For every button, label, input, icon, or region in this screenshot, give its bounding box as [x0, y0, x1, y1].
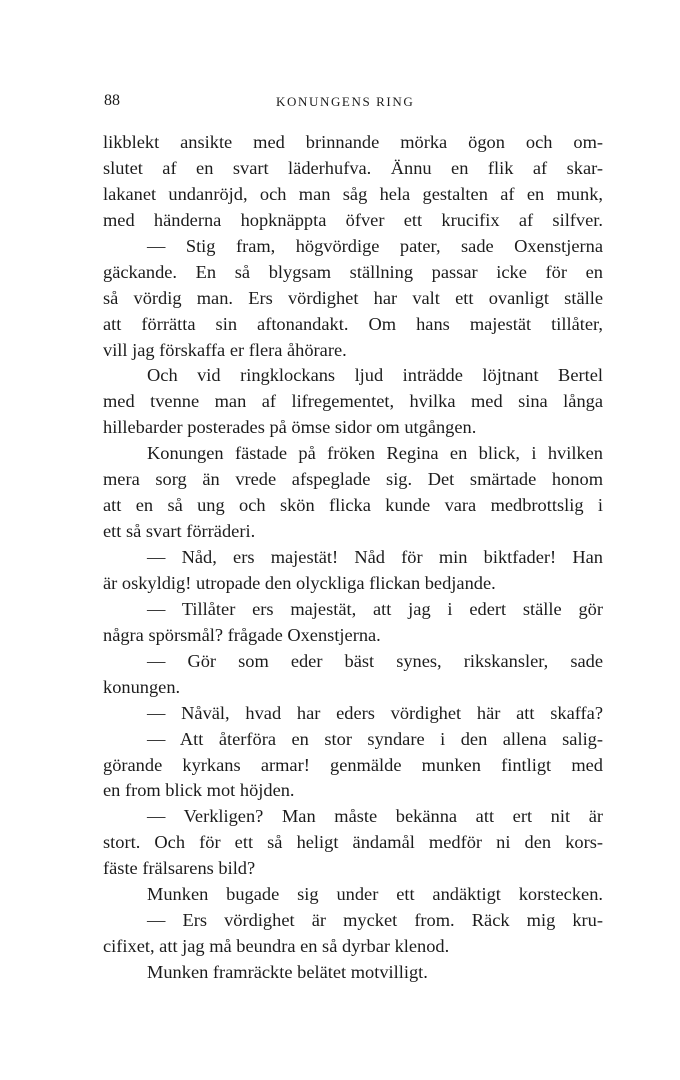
text-line: — Nåväl, hvad har eders vördighet här att skaffa? [147, 702, 603, 723]
text-line: — Ers vördighet är mycket from. Räck mig kru- [147, 910, 603, 931]
text-line: är oskyldig! utropade den olyckliga flickan bedjande. [103, 572, 496, 593]
text-line: så vördig man. Ers vördighet har valt ett ovanligt ställe [103, 287, 603, 308]
text-line: Munken bugade sig under ett andäktigt korstecken. [147, 884, 603, 905]
text-line: Munken framräckte belätet motvilligt. [147, 962, 428, 982]
text-line: konungen. [103, 676, 181, 697]
text-line: en from blick mot höjden. [103, 780, 295, 801]
text-line: mera sorg än vrede afspeglade sig. Det smärtade honom [103, 469, 603, 490]
text-line: — Verkligen? Man måste bekänna att ert nit är [147, 806, 603, 827]
text-line: vill jag förskaffa er flera åhörare. [103, 339, 347, 360]
text-line: fäste frälsarens bild? [103, 858, 256, 879]
text-line: hillebarder posterades på ömse sidor om utgången. [103, 417, 477, 438]
text-line: ett så svart förräderi. [103, 521, 256, 542]
text-line: — Tillåter ers majestät, att jag i edert ställe gör [147, 598, 603, 619]
running-title: KONUNGENS RING [276, 94, 415, 109]
text-line: några spörsmål? frågade Oxenstjerna. [103, 624, 381, 645]
text-line: likblekt ansikte med brinnande mörka ögon och om- [103, 132, 603, 152]
text-line: att en så ung och skön flicka kunde vara medbrottslig i [103, 495, 603, 516]
text-line: med tvenne man af lifregementet, hvilka med sina långa [103, 391, 603, 412]
page-number: 88 [104, 92, 120, 109]
text-line: att förrätta sin aftonandakt. Om hans majestät tillåter, [103, 313, 603, 334]
text-line: slutet af en svart läderhufva. Ännu en flik af skar- [103, 157, 603, 178]
text-line: Och vid ringklockans ljud inträdde löjtnant Bertel [147, 365, 603, 386]
text-line: lakanet undanröjd, och man såg hela gestalten af en munk, [103, 183, 603, 204]
page-header [103, 92, 603, 122]
text-line: gäckande. En så blygsam ställning passar icke för en [103, 261, 603, 282]
text-line: Konungen fästade på fröken Regina en blick, i hvilken [147, 443, 603, 464]
text-line: — Nåd, ers majestät! Nåd för min biktfader! Han [147, 547, 603, 567]
text-line: stort. Och för ett så heligt ändamål medför ni den kors- [103, 832, 603, 853]
text-line: med händerna hopknäppta öfver ett krucifix af silfver. [103, 209, 603, 230]
text-line: — Att återföra en stor syndare i den allena salig- [147, 728, 603, 749]
book-page [103, 92, 603, 986]
text-line: — Stig fram, högvördige pater, sade Oxenstjerna [147, 235, 603, 256]
text-line: cifixet, att jag må beundra en så dyrbar klenod. [103, 936, 450, 957]
text-line: görande kyrkans armar! genmälde munken fintligt med [103, 754, 603, 775]
text-line: — Gör som eder bäst synes, rikskansler, sade [147, 650, 603, 671]
body-text [103, 130, 603, 986]
